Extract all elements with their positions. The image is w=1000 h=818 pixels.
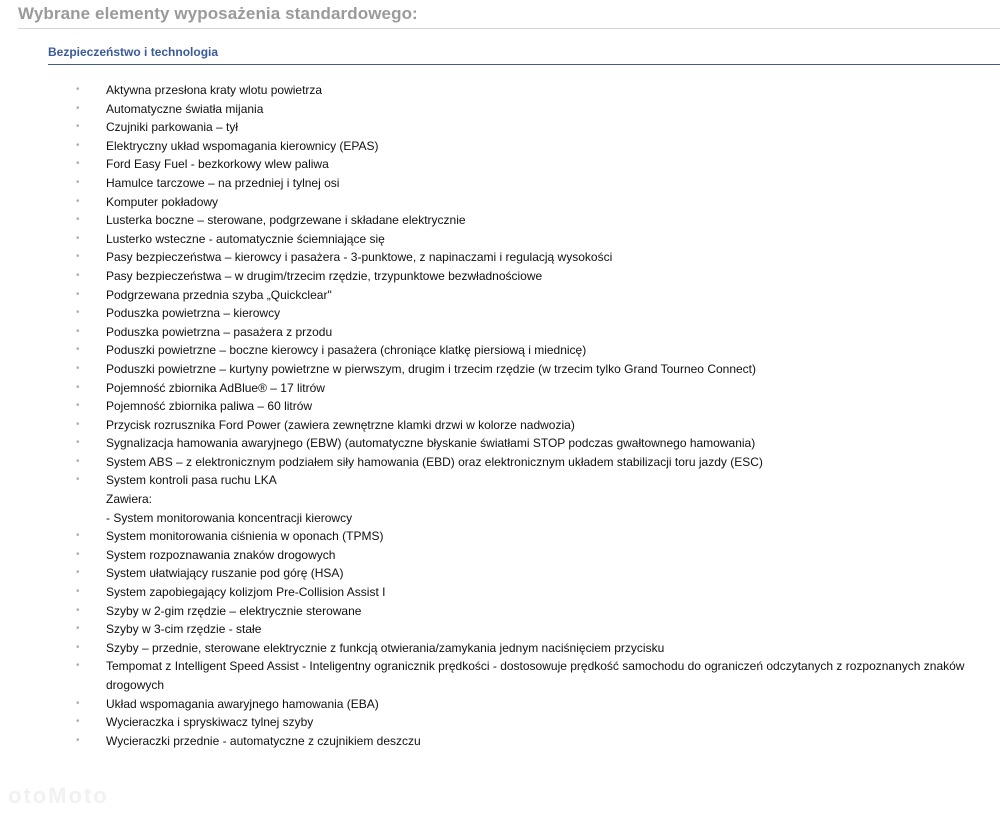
bullet-icon: • (76, 604, 80, 616)
list-item (0, 174, 1000, 193)
bullet-icon: • (76, 121, 80, 133)
list-item (0, 100, 1000, 119)
bullet-icon: • (76, 195, 80, 207)
list-item (0, 379, 1000, 398)
page-title: Wybrane elementy wyposażenia standardowego: (18, 4, 418, 23)
bullet-icon: • (76, 455, 80, 467)
bullet-icon: • (76, 288, 80, 300)
bullet-icon: • (76, 418, 80, 430)
list-item-text: Poduszki powietrzne – kurtyny powietrzne w pierwszym, drugim i trzecim rzędzie (w trzecim tylko Grand Tourneo Connect) (106, 361, 757, 376)
section-heading: Bezpieczeństwo i technologia (48, 45, 219, 59)
list-item-text: Aktywna przesłona kraty wlotu powietrza (106, 83, 323, 97)
list-item (0, 397, 1000, 416)
list-item (0, 620, 1000, 639)
list-item-text: Czujniki parkowania – tył (106, 120, 239, 135)
list-item-text: Szyby w 3-cim rzędzie - stałe (106, 622, 262, 637)
list-item-text: Pojemność zbiornika AdBlue® – 17 litrów (106, 380, 325, 395)
list-item (0, 155, 1000, 174)
bullet-icon: • (76, 214, 80, 226)
list-item-text: Zawiera: (106, 492, 153, 507)
list-item-text: Poduszka powietrzna – kierowcy (106, 306, 281, 321)
list-item-text: Poduszka powietrzna – pasażera z przodu (106, 324, 333, 339)
list-item-text: System zapobiegający kolizjom Pre-Collision Assist I (106, 585, 386, 600)
list-item (0, 490, 1000, 509)
list-item (0, 657, 1000, 694)
list-item-text: Elektryczny układ wspomagania kierownicy (EPAS) (106, 138, 379, 153)
list-item-text: System rozpoznawania znaków drogowych (106, 547, 336, 562)
list-item (0, 416, 1000, 435)
list-item (0, 564, 1000, 583)
list-item (0, 230, 1000, 249)
list-item (0, 639, 1000, 658)
list-item (0, 137, 1000, 156)
list-item (0, 509, 1000, 528)
list-item-text: Komputer pokładowy (106, 194, 219, 209)
list-item-text: Tempomat z Intelligent Speed Assist - Inteligentny ogranicznik prędkości - dostosowuje prędkość samochodu do ograniczeń odczytanych z rozpoznanych znaków drogowych (106, 659, 965, 692)
list-item-text: System monitorowania ciśnienia w oponach (TPMS) (106, 529, 384, 544)
list-item (0, 527, 1000, 546)
list-item (0, 193, 1000, 212)
bullet-icon: • (76, 530, 80, 542)
bullet-icon: • (76, 660, 80, 672)
bullet-icon: • (76, 734, 80, 746)
list-item-text: Lusterka boczne – sterowane, podgrzewane i składane elektrycznie (106, 213, 466, 228)
list-item (0, 81, 1000, 100)
list-item-text: Pasy bezpieczeństwa – kierowcy i pasażera - 3-punktowe, z napinaczami i regulacją wysokości (106, 250, 613, 265)
bullet-icon: • (76, 84, 80, 95)
bullet-icon: • (76, 158, 80, 170)
list-item-text: - System monitorowania koncentracji kierowcy (106, 510, 353, 525)
bullet-icon: • (76, 307, 80, 319)
list-item-text: Przycisk rozrusznika Ford Power (zawiera zewnętrzne klamki drzwi w kolorze nadwozia) (106, 417, 575, 432)
bullet-icon: • (76, 716, 80, 728)
bullet-icon: • (76, 437, 80, 449)
list-item-text: Szyby – przednie, sterowane elektrycznie z funkcją otwierania/zamykania jednym naciśnięciem przycisku (106, 640, 665, 655)
list-item (0, 323, 1000, 342)
list-item (0, 267, 1000, 286)
bullet-icon: • (76, 697, 80, 709)
list-item-text: Szyby w 2-gim rzędzie – elektrycznie sterowane (106, 603, 362, 618)
feature-list (0, 81, 1000, 750)
list-item-text: Automatyczne światła mijania (106, 101, 264, 116)
bullet-icon: • (76, 269, 80, 281)
list-item (0, 434, 1000, 453)
list-item (0, 248, 1000, 267)
list-item (0, 453, 1000, 472)
bullet-icon: • (76, 232, 80, 244)
list-item-text: System ABS – z elektronicznym podziałem siły hamowania (EBD) oraz elektronicznym układem stabilizacji toru jazdy (ESC) (106, 454, 763, 469)
list-item (0, 360, 1000, 379)
bullet-icon: • (76, 474, 80, 486)
bullet-icon: • (76, 362, 80, 374)
bullet-icon: • (76, 567, 80, 579)
list-item (0, 583, 1000, 602)
list-item (0, 118, 1000, 137)
list-item-text: Wycieraczka i spryskiwacz tylnej szyby (106, 715, 314, 730)
list-item-text: Lusterko wsteczne - automatycznie ściemniające się (106, 231, 385, 246)
bullet-icon: • (76, 176, 80, 188)
bullet-icon: • (76, 641, 80, 653)
list-item-text: Pasy bezpieczeństwa – w drugim/trzecim rzędzie, trzypunktowe bezwładnościowe (106, 268, 543, 283)
list-item-text: Sygnalizacja hamowania awaryjnego (EBW) (automatyczne błyskanie światłami STOP podczas gwałtownego hamowania) (106, 436, 756, 451)
bullet-icon: • (76, 400, 80, 412)
list-item (0, 304, 1000, 323)
bullet-icon: • (76, 586, 80, 598)
list-item-text: Ford Easy Fuel - bezkorkowy wlew paliwa (106, 157, 329, 172)
list-item (0, 471, 1000, 490)
list-item-text: Podgrzewana przednia szyba „Quickclear" (106, 287, 332, 302)
bullet-icon: • (76, 325, 80, 337)
list-item-text: System kontroli pasa ruchu LKA (106, 473, 277, 488)
list-item-text: System ułatwiający ruszanie pod górę (HSA) (106, 566, 344, 581)
list-item-text: Pojemność zbiornika paliwa – 60 litrów (106, 399, 313, 414)
list-item-text: Układ wspomagania awaryjnego hamowania (EBA) (106, 696, 379, 711)
list-item (0, 286, 1000, 305)
list-item (0, 546, 1000, 565)
bullet-icon: • (76, 623, 80, 635)
list-item (0, 695, 1000, 714)
list-item (0, 211, 1000, 230)
section-divider (48, 64, 1000, 65)
title-divider (18, 28, 1000, 29)
list-item (0, 341, 1000, 360)
list-item (0, 713, 1000, 732)
list-item-text: Hamulce tarczowe – na przedniej i tylnej osi (106, 175, 340, 190)
list-item-text: Wycieraczki przednie - automatyczne z czujnikiem deszczu (106, 733, 421, 748)
bullet-icon: • (76, 102, 80, 114)
watermark-logo: otoMoto (8, 783, 109, 808)
bullet-icon: • (76, 548, 80, 560)
list-item (0, 602, 1000, 621)
bullet-icon: • (76, 251, 80, 263)
list-item (0, 732, 1000, 751)
bullet-icon: • (76, 381, 80, 393)
bullet-icon: • (76, 139, 80, 151)
list-item-text: Poduszki powietrzne – boczne kierowcy i pasażera (chroniące klatkę piersiową i miednicę) (106, 343, 587, 358)
bullet-icon: • (76, 344, 80, 356)
